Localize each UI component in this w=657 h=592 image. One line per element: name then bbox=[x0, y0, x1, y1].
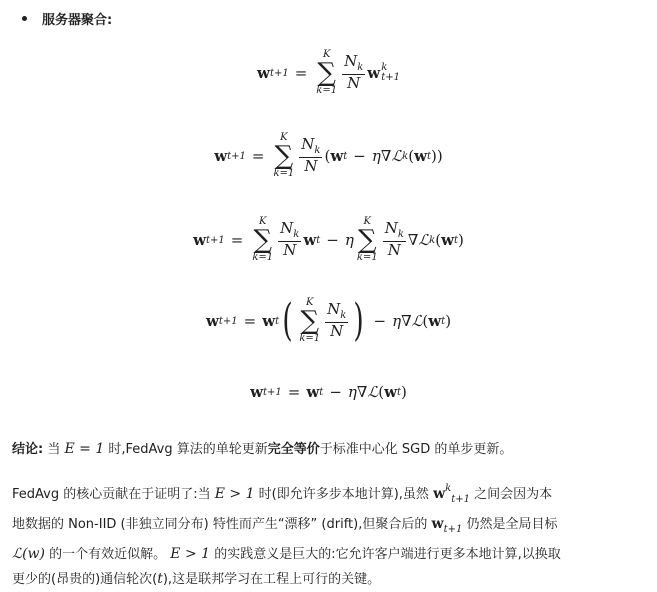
conclusion-line: 结论: 当 E = 1 时,FedAvg 算法的单轮更新完全等价于标准中心化 SGD 的单步更新。 bbox=[12, 441, 513, 457]
bullet-item bbox=[22, 9, 112, 28]
bullet-title: 服务器聚合: bbox=[42, 13, 113, 28]
conclusion-label: 结论: bbox=[12, 442, 44, 457]
equation-1: w t+1 = K ∑ k=1 $\frac{N_k}{N}$ w k t+1 bbox=[257, 49, 400, 96]
equation-4: w t+1 = w t ( K ∑ k=1 $\frac{N_k}{N}$ ) − η ∇ ℒ ( w t ) bbox=[205, 295, 452, 346]
equation-3: w t+1 = K ∑ k=1 $\frac{N_k}{N}$ w t − η K ∑ k=1 $\frac{N_k}{N}$ ∇ ℒ k ( w t ) bbox=[193, 216, 464, 263]
explanation-paragraph: FedAvg 的核心贡献在于证明了:当 E > 1 时(即允许多步本地计算),虽然 $w^k_{t+1}$ 之间会因为本 地数据的 Non-IID (非独立同分布) 特性而产生“漂移” (drift),但聚合后的 $w_{t+1}$ 仍然是全局目标 ℒ(w) 的一个有效近似解。 E > 1 的实践意义是巨大的:它允许客户端进行更多本地计算,以换取 更少的(昂贵的)通信轮次(t),这是联邦学习在工程上可行的关键。 bbox=[12, 483, 561, 587]
equation-2: w t+1 = K ∑ k=1 $\frac{N_k}{N}$ ( w t − η ∇ ℒ k ( w t )) bbox=[214, 132, 443, 179]
equation-5: w t+1 = w t − η ∇ ℒ ( w t ) bbox=[250, 383, 407, 401]
bullet-dot bbox=[22, 16, 27, 21]
